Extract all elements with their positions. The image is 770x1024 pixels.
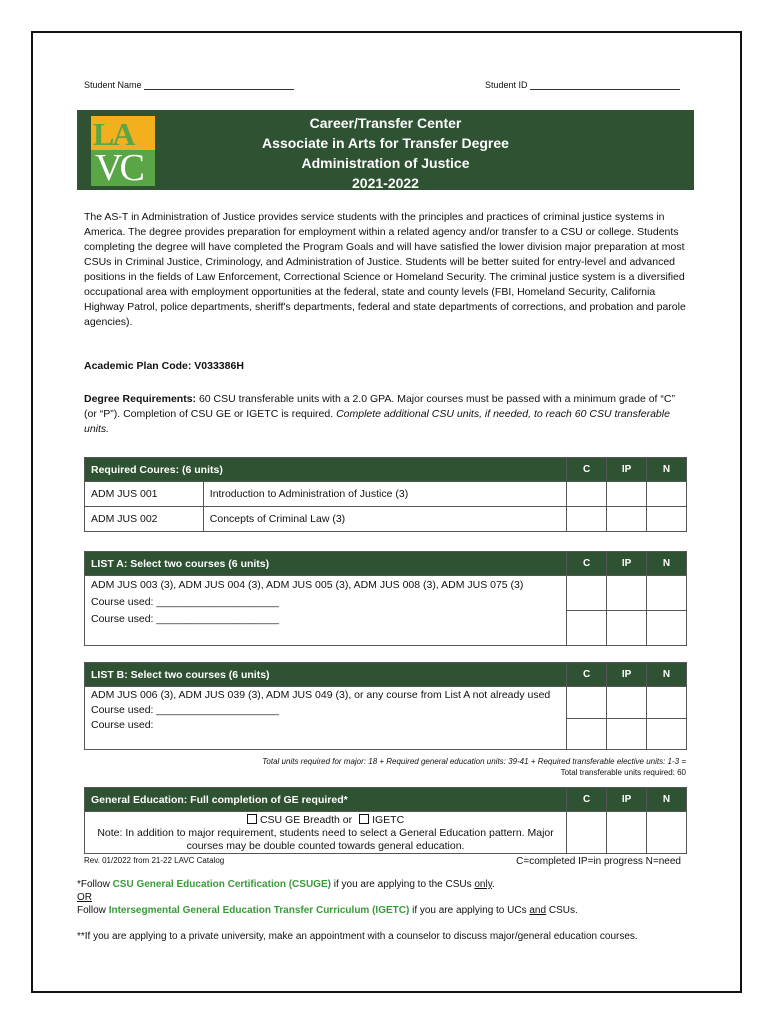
check-ip[interactable] — [607, 719, 647, 750]
check-c[interactable] — [567, 482, 607, 507]
student-id-field[interactable] — [485, 80, 680, 90]
revision-note: Rev. 01/2022 from 21-22 LAVC Catalog — [84, 856, 225, 865]
igetc-link[interactable]: Intersegmental General Education Transfer Curriculum (IGETC) — [108, 905, 410, 916]
check-c[interactable] — [567, 812, 607, 854]
check-c[interactable] — [567, 687, 607, 719]
total-units-line2: Total transferable units required: 60 — [560, 768, 686, 777]
footnotes — [77, 878, 697, 943]
student-name-label: Student Name — [84, 80, 142, 90]
header-band — [77, 110, 694, 190]
student-name-field[interactable] — [84, 80, 294, 90]
header-degree: Associate in Arts for Transfer Degree — [262, 135, 509, 151]
lavc-logo: LA VC — [91, 116, 155, 186]
col-n: N — [647, 788, 687, 812]
total-units-line1: Total units required for major: 18 + Required general education units: 39-41 + Required transferable elective units: 1-3 = — [262, 757, 686, 766]
course-code: ADM JUS 001 — [85, 482, 204, 507]
required-courses-title: Required Coures: (6 units) — [85, 458, 567, 482]
list-a-used-1[interactable]: Course used: _____________________ — [91, 596, 280, 608]
course-code: ADM JUS 002 — [85, 507, 204, 532]
check-ip[interactable] — [607, 507, 647, 532]
check-ip[interactable] — [607, 687, 647, 719]
degree-requirements: Degree Requirements: 60 CSU transferable units with a 2.0 GPA. Major courses must be passed with a minimum grade of “C” (or “P”). Completion of CSU GE or IGETC is required. Complete additional CSU units, if needed, to reach 60 CSU transferable units. — [84, 393, 675, 435]
general-education-table — [84, 787, 687, 854]
igetc-label: IGETC — [372, 814, 405, 826]
csu-ge-label: CSU GE Breadth or — [259, 814, 353, 826]
footnote-csuge: *Follow CSU General Education Certification (CSUGE) if you are applying to the CSUs only. — [77, 879, 495, 890]
total-units — [262, 756, 686, 778]
list-b-courses: ADM JUS 006 (3), ADM JUS 039 (3), ADM JUS 049 (3), or any course from List A not already used — [91, 689, 551, 701]
course-title: Introduction to Administration of Justice (3) — [203, 482, 566, 507]
igetc-checkbox[interactable] — [359, 814, 369, 824]
check-ip[interactable] — [607, 611, 647, 646]
student-id-line[interactable] — [530, 81, 680, 90]
footnote-igetc: Follow Intersegmental General Education Transfer Curriculum (IGETC) if you are applying to UCs and CSUs. — [77, 905, 578, 916]
check-c[interactable] — [567, 576, 607, 611]
check-n[interactable] — [647, 507, 687, 532]
course-title: Concepts of Criminal Law (3) — [203, 507, 566, 532]
check-c[interactable] — [567, 719, 607, 750]
check-n[interactable] — [647, 719, 687, 750]
check-n[interactable] — [647, 687, 687, 719]
col-ip: IP — [607, 552, 647, 576]
ge-title: General Education: Full completion of GE required* — [85, 788, 567, 812]
list-b-title: LIST B: Select two courses (6 units) — [85, 663, 567, 687]
header-center: Career/Transfer Center — [309, 115, 462, 131]
check-c[interactable] — [567, 507, 607, 532]
col-ip: IP — [607, 788, 647, 812]
check-n[interactable] — [647, 611, 687, 646]
intro-paragraph: The AS-T in Administration of Justice provides service students with the principles and practices of criminal justice systems in America. The degree provides preparation for employment within a related agency and/or transfer to a CSU or college. Students completing the degree will have completed the Program Goals and will have satisfied the lower division major preparation at most CSUs in Criminal Justice, Criminology, and Administration of Justice. Students will be better suited for entry-level and advanced positions in the fields of Law Enforcement, Correctional Science or Homeland Security. The criminal justice system is a diversified occupational area with employment opportunities at the federal, state and county levels (FBI, Homeland Security, California Highway Patrol, police departments, sheriff's departments, federal and state departments of corrections, and probation and parole agencies). — [84, 211, 686, 328]
list-b-used-2[interactable]: Course used: — [91, 719, 154, 731]
col-c: C — [567, 552, 607, 576]
student-id-label: Student ID — [485, 80, 528, 90]
check-ip[interactable] — [607, 812, 647, 854]
check-n[interactable] — [647, 576, 687, 611]
required-courses-table — [84, 457, 687, 532]
col-c: C — [567, 458, 607, 482]
list-a-table — [84, 551, 687, 646]
check-n[interactable] — [647, 812, 687, 854]
footnote-or: OR — [77, 892, 92, 903]
list-a-used-2[interactable]: Course used: _____________________ — [91, 613, 280, 625]
csu-ge-checkbox[interactable] — [247, 814, 257, 824]
student-name-line[interactable] — [144, 81, 294, 90]
list-a-title: LIST A: Select two courses (6 units) — [85, 552, 567, 576]
check-n[interactable] — [647, 482, 687, 507]
col-ip: IP — [607, 458, 647, 482]
plan-code: Academic Plan Code: V033386H — [84, 360, 244, 372]
col-ip: IP — [607, 663, 647, 687]
csuge-link[interactable]: CSU General Education Certification (CSUGE) — [112, 879, 331, 890]
check-c[interactable] — [567, 611, 607, 646]
list-a-courses: ADM JUS 003 (3), ADM JUS 004 (3), ADM JUS 005 (3), ADM JUS 008 (3), ADM JUS 075 (3) — [91, 579, 524, 591]
col-n: N — [647, 458, 687, 482]
header-year: 2021-2022 — [352, 175, 419, 191]
list-b-table — [84, 662, 687, 750]
col-c: C — [567, 663, 607, 687]
col-n: N — [647, 552, 687, 576]
list-b-used-1[interactable]: Course used: _____________________ — [91, 704, 280, 716]
check-ip[interactable] — [607, 576, 647, 611]
header-program: Administration of Justice — [301, 155, 470, 171]
footnote-private: **If you are applying to a private university, make an appointment with a counselor to discuss major/general education courses. — [77, 931, 638, 942]
col-n: N — [647, 663, 687, 687]
table-row — [85, 507, 687, 532]
status-legend: C=completed IP=in progress N=need — [516, 856, 681, 867]
revision-line — [84, 856, 687, 865]
table-row — [85, 482, 687, 507]
check-ip[interactable] — [607, 482, 647, 507]
ge-note: Note: In addition to major requirement, students need to select a General Education pattern. Major courses may be double counted towards general education. — [97, 827, 554, 852]
col-c: C — [567, 788, 607, 812]
